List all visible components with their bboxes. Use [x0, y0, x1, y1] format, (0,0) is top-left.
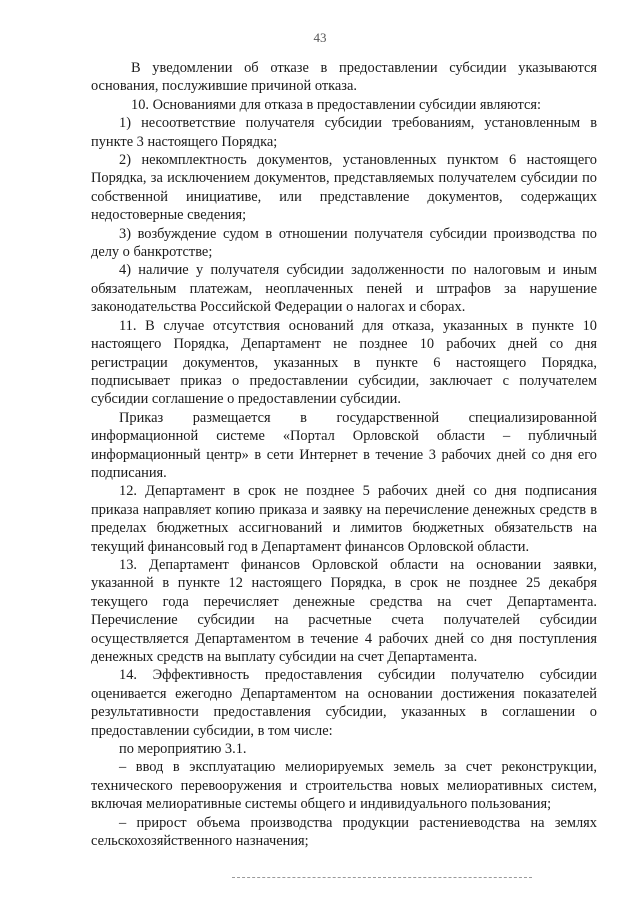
paragraph-10-item-1: 1) несоответствие получателя субсидии требованиям, установленным в пункте 3 настоящего Порядка;: [91, 115, 597, 150]
page-number: 43: [313, 30, 327, 45]
paragraph-order-publication: Приказ размещается в государственной специализированной информационной системе «Портал Орловской области – публичный информационный центр» в сети Интернет в течение 3 рабочих дней со дня его подписания.: [91, 409, 597, 481]
paragraph-13: 13. Департамент финансов Орловской области на основании заявки, указанной в пункте 12 настоящего Порядка, в срок не позднее 25 декабря текущего года перечисляет денежные средства на счет Департамента. Перечисление субсидии на расчетные счета получателей субсидии осуществляется Департаментом в течение 4 рабочих дней со дня поступления денежных средств на выплату субсидии на счет Департамента.: [91, 556, 597, 665]
paragraph-10-item-4: 4) наличие у получателя субсидии задолженности по налоговым и иным обязательным платежам, неоплаченных пеней и штрафов за нарушение законодательства Российской Федерации о налогах и сборах.: [91, 262, 597, 316]
paragraph-refusal-notice: В уведомлении об отказе в предоставлении субсидии указываются основания, послужившие причиной отказа.: [91, 60, 597, 95]
paragraph-12: 12. Департамент в срок не позднее 5 рабочих дней со дня подписания приказа направляет копию приказа и заявку на перечисление денежных средств в пределах бюджетных ассигнований и лимитов бюджетных обязательств на текущий финансовый год в Департамент финансов Орловской области.: [91, 483, 597, 555]
paragraph-measure-3-1: по мероприятию 3.1.: [119, 741, 247, 758]
paragraph-11: 11. В случае отсутствия оснований для отказа, указанных в пункте 10 настоящего Порядка, Департамент не позднее 10 рабочих дней со дня регистрации документов, указанных в пункте 6 настоящего Порядка, подписывает приказ о предоставлении субсидии, заключает с получателем субсидии соглашение о предоставлении субсидии.: [91, 317, 597, 408]
paragraph-10-heading: 10. Основаниями для отказа в предоставлении субсидии являются:: [131, 96, 541, 113]
paragraph-indicator-crop-growth: – прирост объема производства продукции растениеводства на землях сельскохозяйственного назначения;: [91, 814, 597, 850]
paragraph-10-item-3: 3) возбуждение судом в отношении получателя субсидии производства по делу о банкротстве;: [91, 225, 597, 261]
paragraph-10-item-2: 2) некомплектность документов, установленных пунктом 6 настоящего Порядка, за исключением документов, представляемых получателем субсидии по собственной инициативе, или представление документов, содержащих недостоверные сведения;: [91, 152, 597, 224]
footer-divider: [232, 877, 532, 878]
paragraph-14: 14. Эффективность предоставления субсидии получателю субсидии оценивается ежегодно Департаментом на основании достижения показателей результативности предоставления субсидии, указанных в соглашении о предоставлении субсидии, в том числе:: [91, 667, 597, 739]
paragraph-indicator-land-commissioning: – ввод в эксплуатацию мелиорируемых земель за счет реконструкции, технического перевооружения и строительства новых мелиоративных систем, включая мелиоративные системы общего и индивидуального пользования;: [91, 759, 597, 813]
document-body: [91, 59, 597, 850]
